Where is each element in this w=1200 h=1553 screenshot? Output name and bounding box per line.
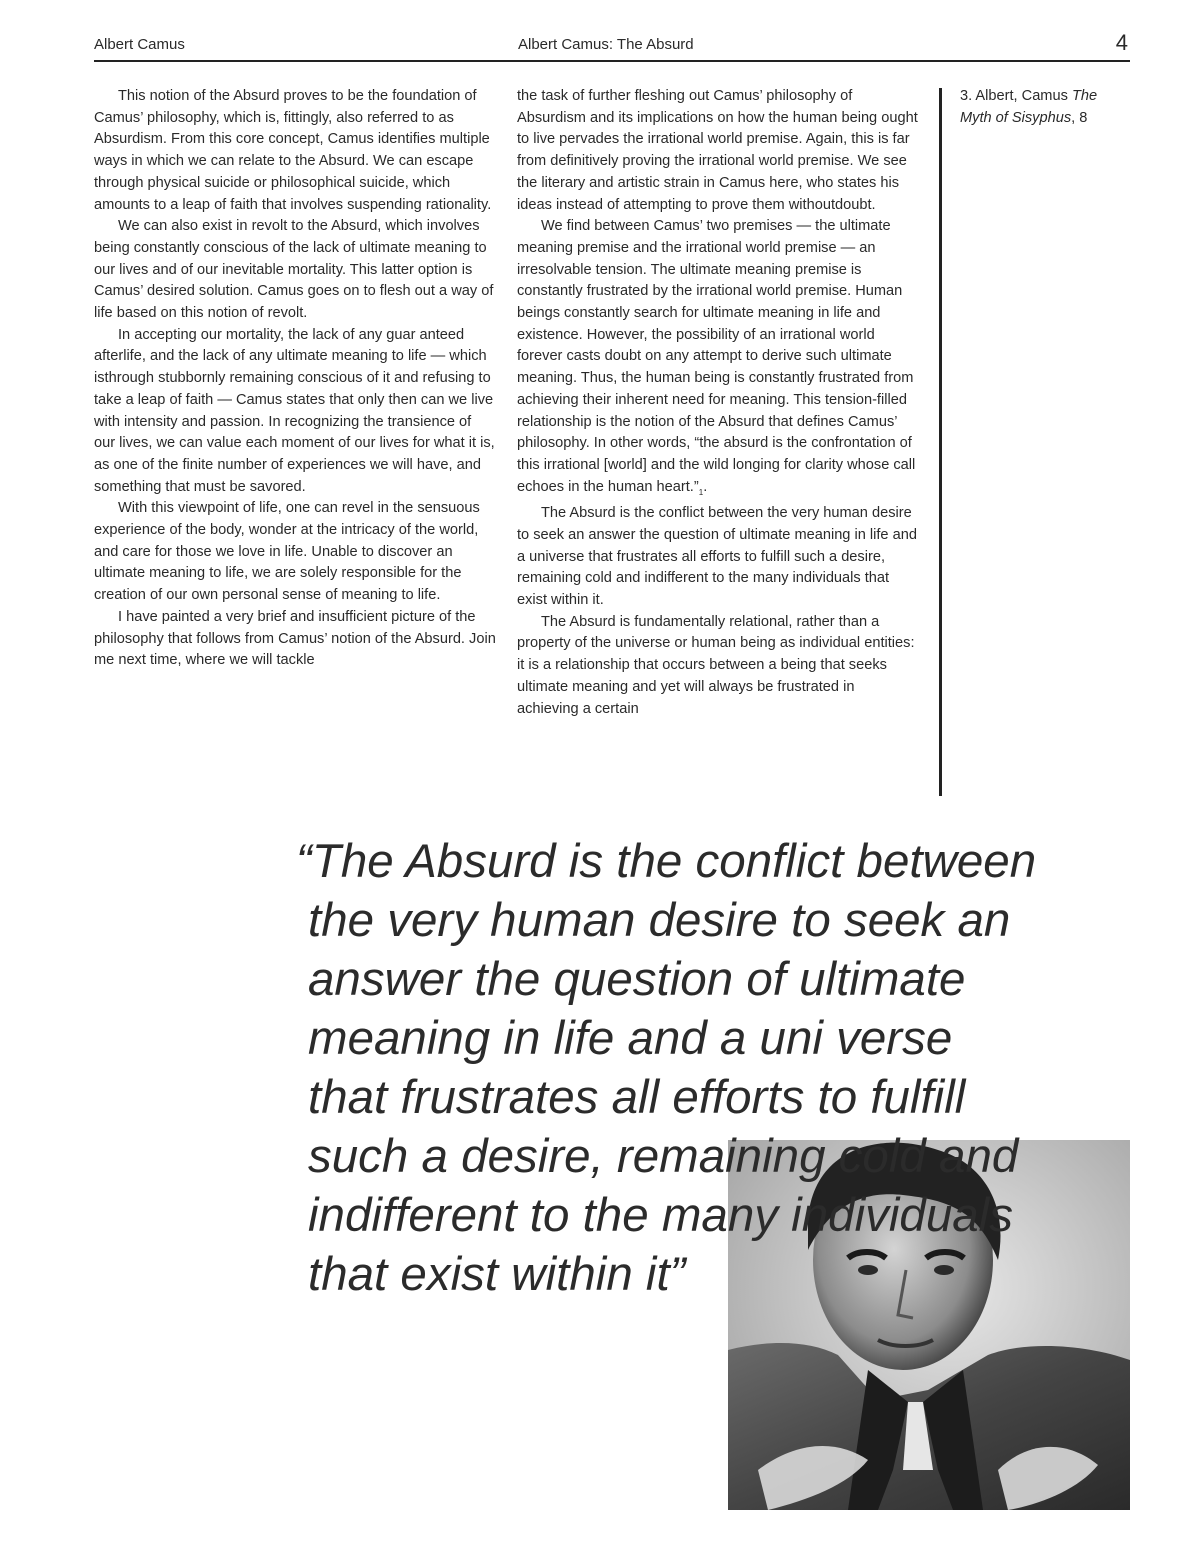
paragraph: This notion of the Absurd proves to be the foundation of Camus’ philosophy, which is, fittingly, also referred to as Absurdism. From this core concept, Camus identifies multiple ways in which we can relate to the Absurd. We can escape through physical suicide or philosophical suicide, which amounts to a leap of faith that involves suspending rationality.	[94, 88, 492, 213]
paragraph: the task of further fleshing out Camus’ philosophy of Absurdism and its implications on how the human being ought to live pervades the irrational world premise. Again, this is far from definitively proving the irrational world premise. We see the literary and artistic strain in Camus here, who states his ideas instead of attempting to prove them withoutdoubt.	[517, 88, 918, 213]
pull-quote-line: meaning in life and a uni verse	[308, 1012, 953, 1065]
paragraph	[517, 216, 919, 503]
paragraph: With this viewpoint of life, one can revel in the sensuous experience of the body, wonder at the intricacy of the world, and care for those we love in life. Unable to discover an ultimate meaning to life, we are solely responsible for the creation of our own personal sense of meaning to life.	[94, 500, 480, 604]
header-author: Albert Camus	[94, 36, 185, 53]
pull-quote-line: answer the question of ultimate	[308, 953, 966, 1006]
footnote-book-title: The Myth of Sisyphus	[960, 88, 1098, 126]
pull-quote-line: the very human desire to seek an	[308, 894, 1011, 947]
paragraph: We can also exist in revolt to the Absurd, which involves being constantly conscious of the lack of ultimate meaning to our lives and of our inevitable mortality. This latter option is Camus’ desired solution. Camus goes on to flesh out a way of life based on this notion of revolt.	[94, 218, 494, 322]
paragraph-end: .	[703, 478, 708, 495]
paragraph: I have painted a very brief and insufficient picture of the philosophy that follows from Camus’ notion of the Absurd. Join me next time, where we will tackle	[94, 608, 496, 669]
paragraph-text: We find between Camus’ two premises — the ultimate meaning premise and the irrational world premise — an irresolvable tension. The ultimate meaning premise is constantly frustrated by the irrational world premise. Human beings constantly search for ultimate meaning in life and existence. However, the possibility of an irrational world forever casts doubt on any attempt to derive such ultimate meaning. Thus, the human being is constantly frustrated from achieving their inherent need for meaning. This tension-filled relationship is the notion of the Absurd that defines Camus’ philosophy. In other words, “the absurd is the confrontation of this irrational [world] and the wild longing for clarity whose call echoes in the human heart.”	[517, 218, 916, 495]
pull-quote	[296, 832, 1126, 1304]
page-header	[94, 30, 1130, 62]
pull-quote-line: that exist within it”	[308, 1248, 686, 1301]
footnote-marker: 1	[698, 487, 704, 497]
sidebar-divider	[939, 88, 942, 796]
text-column-middle	[517, 86, 919, 720]
paragraph: The Absurd is the conflict between the very human desire to seek an answer the question of ultimate meaning in life and a universe that frustrates all efforts to fulfill such a desire, remaining cold and indifferent to the many individuals that exist within it.	[517, 505, 917, 609]
text-column-left	[94, 86, 496, 672]
pull-quote-line: indifferent to the many individuals	[308, 1189, 1013, 1242]
footnote-suffix: , 8	[1071, 109, 1088, 126]
pull-quote-line: “The Absurd is the conflict between	[296, 835, 1037, 888]
paragraph: The Absurd is fundamentally relational, rather than a property of the universe or human being as individual entities: it is a relationship that occurs between a being that seeks ultimate meaning and yet will always be frustrated in achieving a certain	[517, 613, 915, 717]
page-number: 4	[1115, 30, 1128, 55]
pull-quote-line: that frustrates all efforts to fulfill	[308, 1071, 966, 1124]
header-title: Albert Camus: The Absurd	[518, 36, 694, 53]
pull-quote-line: such a desire, remaining cold and	[308, 1130, 1019, 1183]
footnote-prefix: 3. Albert, Camus	[960, 88, 1072, 104]
paragraph: In accepting our mortality, the lack of any guar anteed afterlife, and the lack of any ultimate meaning to life — which isthrough stubbornly remaining conscious of it and refusing to take a leap of faith — Camus states that only then can we live with intensity and passion. In recognizing the transience of our lives, we can value each moment of our lives for what it is, as one of the finite number of experiences we will have, and something that must be savored.	[94, 326, 495, 495]
sidebar-footnote	[960, 86, 1130, 129]
